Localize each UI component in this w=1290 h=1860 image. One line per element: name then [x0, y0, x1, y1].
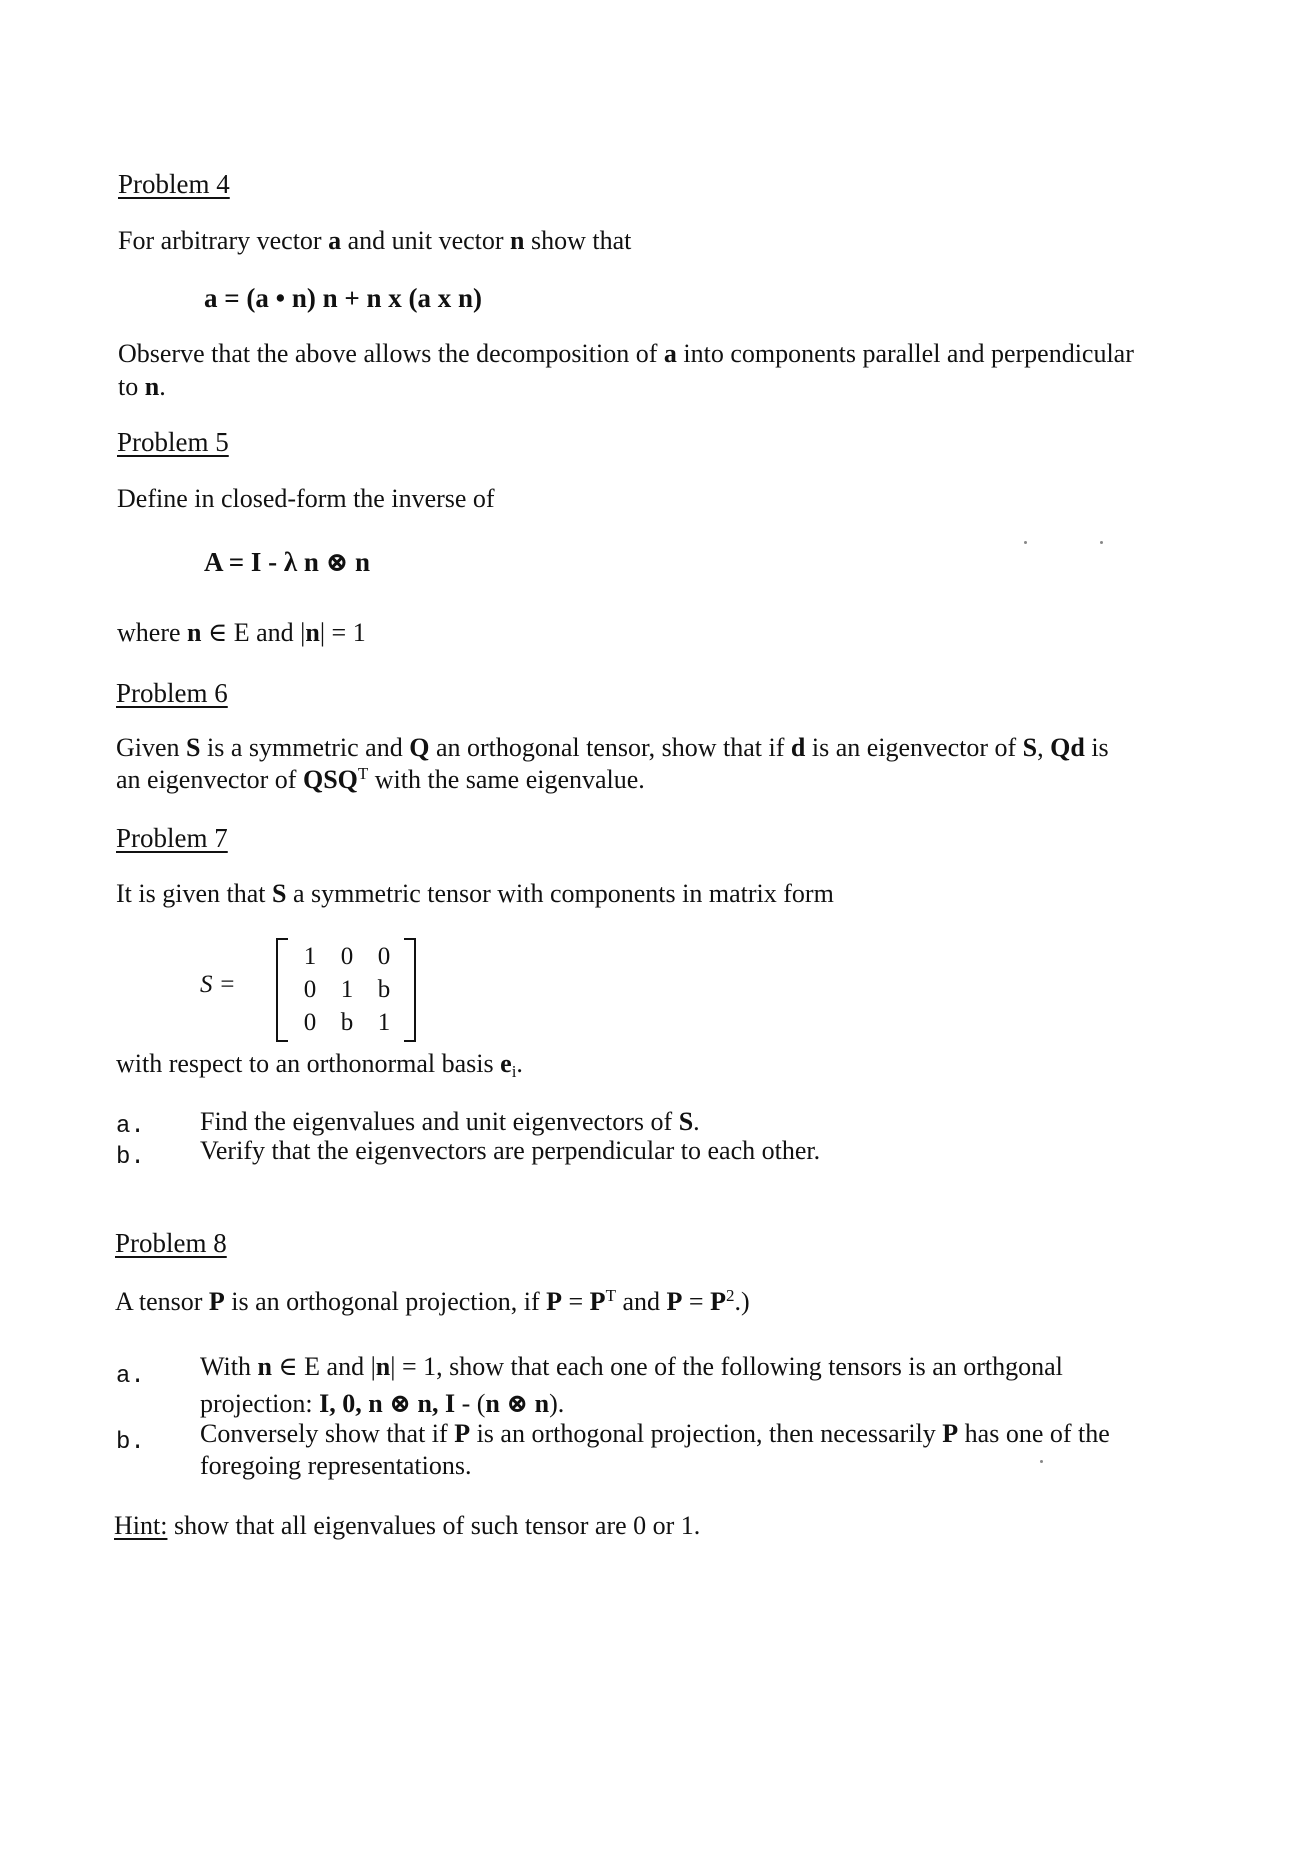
item-label: b.	[116, 1429, 145, 1456]
tensor-p: P	[666, 1287, 683, 1316]
basis-vector-e: e	[500, 1049, 512, 1078]
text: | = 1, show that each one of the following tensors is an orthgonal	[390, 1352, 1063, 1381]
hint-text: show that all eigenvalues of such tensor are 0 or 1.	[167, 1511, 701, 1540]
problem-7-statement	[116, 878, 834, 910]
matrix-row	[292, 1006, 402, 1039]
problem-5-condition	[117, 617, 366, 649]
matrix-cell: 0	[340, 943, 354, 970]
tensor-qsqt: QSQ	[302, 765, 358, 794]
matrix-cell: 0	[377, 943, 391, 970]
problem-6-heading: Problem 6	[116, 678, 228, 708]
text: .	[693, 1107, 700, 1136]
problem-5-equation: A = I - λ n ⊗ n	[204, 547, 371, 577]
text: and unit vector	[341, 226, 511, 255]
text: projection:	[200, 1389, 320, 1418]
vector-n: n	[144, 372, 160, 401]
text: A tensor	[115, 1287, 209, 1316]
vector-a: a	[328, 226, 342, 255]
text: It is given that	[116, 879, 272, 908]
text: ).	[549, 1389, 565, 1418]
text: is an eigenvector of	[805, 733, 1023, 762]
matrix-cell: 0	[303, 1009, 317, 1036]
tensor-p: P	[454, 1419, 471, 1448]
problem-4-heading: Problem 4	[118, 169, 230, 199]
text: Given	[116, 733, 187, 762]
text: ,	[1037, 733, 1051, 762]
problem-4-statement	[118, 225, 631, 257]
text: to	[118, 372, 145, 401]
vector-a: a	[663, 339, 677, 368]
tensor-s: S	[678, 1107, 694, 1136]
matrix-lhs: S =	[200, 971, 236, 998]
problem-8-item-a	[116, 1358, 145, 1393]
tensor-p: P	[589, 1287, 606, 1316]
text: For arbitrary vector	[118, 226, 329, 255]
text: has one of the	[958, 1419, 1110, 1448]
problem-7-item-a	[116, 1108, 145, 1143]
problem-8-heading: Problem 8	[115, 1228, 227, 1258]
text: Conversely show that if	[200, 1419, 455, 1448]
problem-6-line-2	[116, 764, 645, 796]
tensor-q: Q	[409, 733, 430, 762]
text: =	[682, 1287, 711, 1316]
text: is	[1084, 733, 1109, 762]
problem-4-equation: a = (a • n) n + n x (a x n)	[204, 283, 483, 313]
text: is a symmetric and	[200, 733, 410, 762]
text: ∈ E and |	[201, 618, 306, 647]
right-bracket	[404, 938, 416, 1042]
tensor-s: S	[1022, 733, 1038, 762]
problem-7-heading: Problem 7	[116, 823, 228, 853]
text: - (	[455, 1389, 486, 1418]
problem-8-hint	[114, 1510, 700, 1542]
problem-4-observation-line-2	[118, 371, 166, 403]
transpose-sup: T	[605, 1286, 616, 1305]
vector-d: d	[790, 733, 806, 762]
text: is an orthogonal projection, if	[224, 1287, 547, 1316]
problem-8-item-b-line-1	[200, 1418, 1110, 1450]
text: and	[615, 1287, 667, 1316]
left-bracket	[276, 938, 288, 1042]
matrix-grid	[292, 940, 402, 1039]
problem-6-line-1	[116, 732, 1109, 764]
matrix-row	[292, 973, 402, 1006]
text: ∈ E and |	[271, 1352, 376, 1381]
text: is an orthogonal projection, then necessarily	[470, 1419, 943, 1448]
text: Observe that the above allows the decomposition of	[118, 339, 664, 368]
vector-n: n	[187, 618, 202, 647]
problem-8-item-b-line-2: foregoing representations.	[200, 1451, 472, 1480]
text: | = 1	[319, 618, 366, 647]
vector-n: n	[510, 226, 525, 255]
text: an orthogonal tensor, show that if	[429, 733, 791, 762]
tensor-p: P	[208, 1287, 225, 1316]
item-label: b.	[116, 1144, 145, 1171]
text: Find the eigenvalues and unit eigenvectors of	[200, 1107, 679, 1136]
text: .	[159, 372, 166, 401]
problem-8-intro	[115, 1286, 750, 1318]
text: show that	[524, 226, 632, 255]
matrix-cell: b	[377, 976, 391, 1003]
text: .	[516, 1049, 523, 1078]
problem-8-item-a-line-1	[200, 1351, 1063, 1383]
text: where	[117, 618, 188, 647]
tensor-n-outer-n: n ⊗ n	[485, 1389, 550, 1418]
item-label: a.	[116, 1363, 145, 1390]
problem-7-item-a-text	[200, 1106, 700, 1138]
problem-4-observation-line-1	[118, 338, 1134, 370]
text: with respect to an orthonormal basis	[116, 1049, 501, 1078]
basis-index-sub: i	[511, 1062, 517, 1081]
vector-n: n	[375, 1352, 391, 1381]
text: =	[562, 1287, 590, 1316]
problem-7-item-b-text: Verify that the eigenvectors are perpendicular to each other.	[200, 1136, 821, 1165]
square-sup: 2	[725, 1286, 735, 1305]
vector-n: n	[305, 618, 320, 647]
matrix-row	[292, 940, 402, 973]
scan-speck	[1024, 541, 1027, 544]
item-label: a.	[116, 1113, 145, 1140]
text: an eigenvector of	[116, 765, 303, 794]
tensor-p: P	[710, 1287, 726, 1316]
hint-label: Hint:	[114, 1511, 168, 1540]
transpose-sup: T	[357, 764, 369, 783]
text: .)	[734, 1287, 750, 1316]
problem-5-statement: Define in closed-form the inverse of	[117, 484, 495, 513]
matrix-cell: 0	[303, 976, 317, 1003]
matrix-cell: 1	[303, 943, 317, 970]
problem-8-item-b	[116, 1424, 145, 1459]
problem-8-item-a-line-2	[200, 1388, 564, 1420]
tensor-s: S	[271, 879, 287, 908]
matrix-cell: 1	[340, 976, 354, 1003]
tensor-p: P	[942, 1419, 959, 1448]
text: With	[200, 1352, 258, 1381]
text: with the same eigenvalue.	[368, 765, 645, 794]
problem-7-item-b	[116, 1139, 145, 1174]
text: into components parallel and perpendicular	[676, 339, 1134, 368]
problem-7-basis	[116, 1048, 523, 1080]
matrix-cell: b	[340, 1009, 354, 1036]
scan-speck	[1040, 1460, 1043, 1463]
tensor-list: I, 0, n ⊗ n, I	[319, 1389, 456, 1418]
scan-speck	[1100, 541, 1103, 544]
problem-5-heading: Problem 5	[117, 427, 229, 457]
vector-qd: Qd	[1050, 733, 1085, 762]
text: a symmetric tensor with components in matrix form	[286, 879, 834, 908]
vector-n: n	[257, 1352, 272, 1381]
tensor-p: P	[546, 1287, 562, 1316]
tensor-s: S	[186, 733, 201, 762]
matrix-cell: 1	[377, 1009, 391, 1036]
